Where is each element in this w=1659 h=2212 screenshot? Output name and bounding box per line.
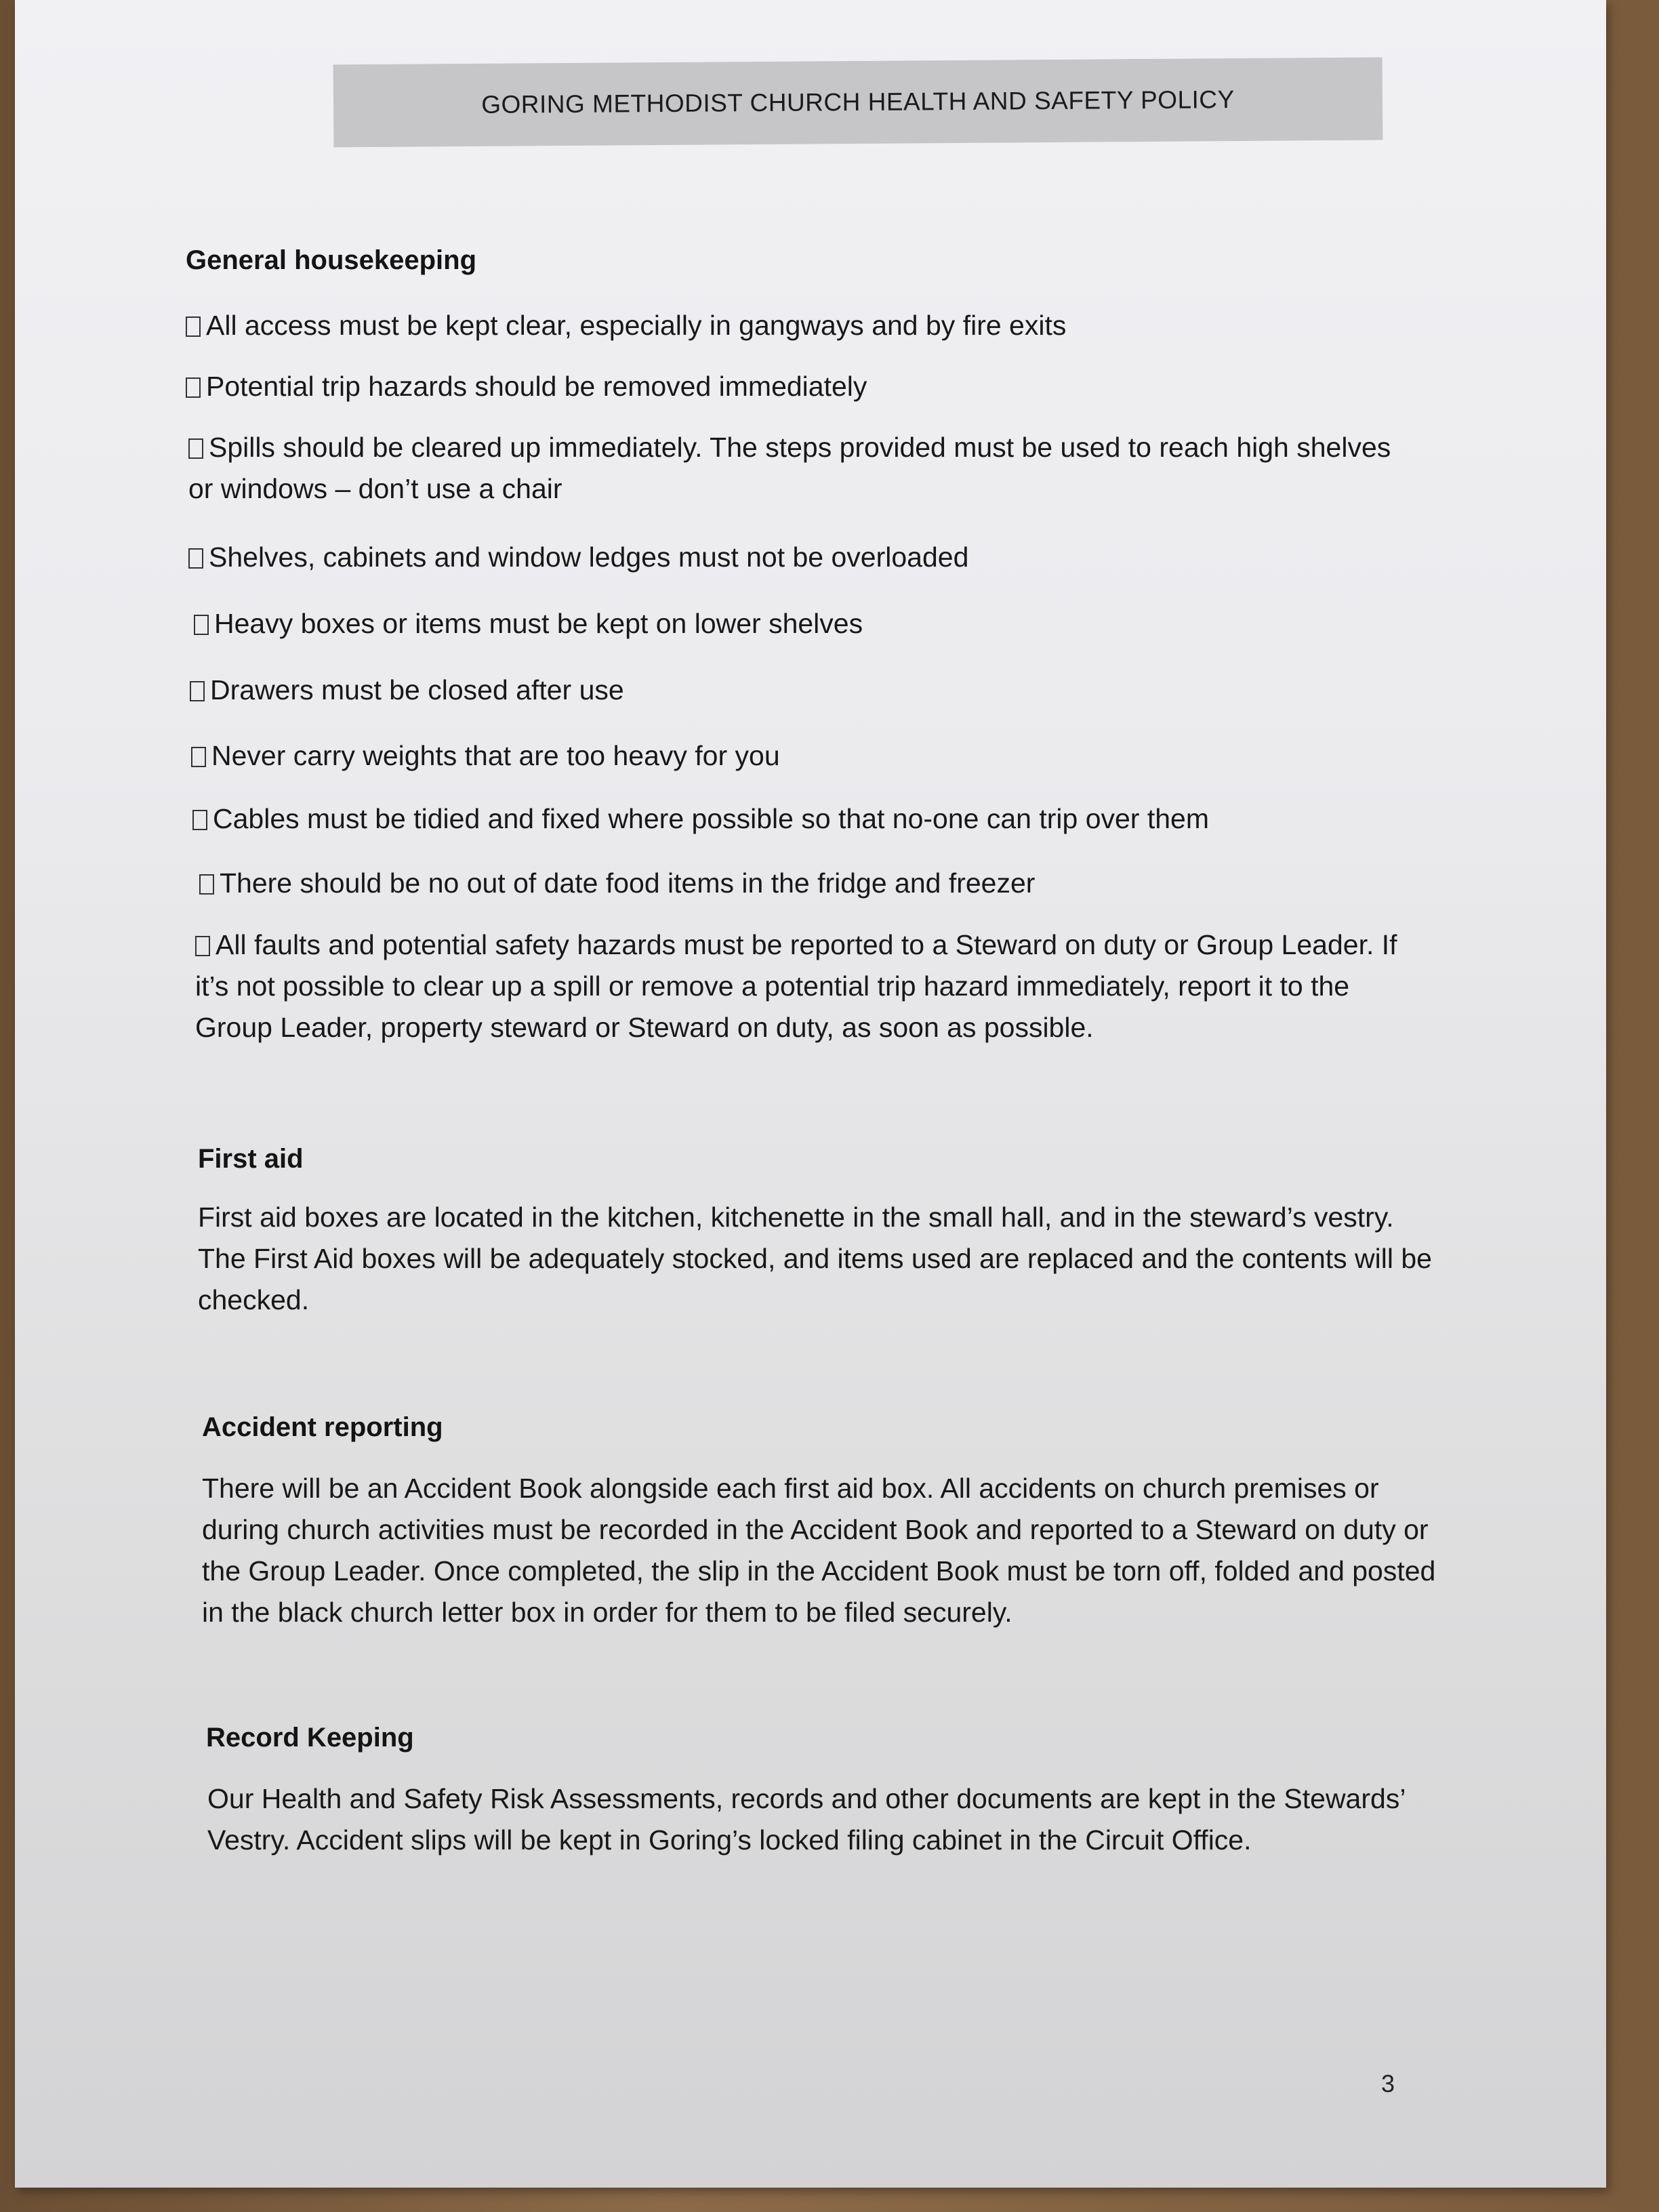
heading-accident-reporting: Accident reporting	[202, 1412, 443, 1442]
first-aid-paragraph: First aid boxes are located in the kitchen, kitchenette in the small hall, and in the steward’s vestry. The First Aid boxes will be adequately stocked, and items used are replaced and the contents will be checked.	[198, 1202, 1432, 1315]
heading-general-housekeeping: General housekeeping	[186, 245, 477, 275]
list-item: Potential trip hazards should be removed immediately	[186, 366, 1399, 407]
document-page	[15, 0, 1606, 2188]
header-band	[333, 58, 1383, 148]
list-item: All access must be kept clear, especially in gangways and by fire exits	[186, 305, 1399, 346]
checkbox-icon	[194, 615, 209, 635]
checkbox-icon	[186, 316, 201, 337]
list-item: Spills should be cleared up immediately. The steps provided must be used to reach high shelves or windows – don’t use a chair	[188, 432, 1391, 504]
checkbox-icon	[188, 548, 203, 569]
checkbox-icon	[199, 874, 214, 895]
record-keeping-paragraph: Our Health and Safety Risk Assessments, records and other documents are kept in the Stewards’ Vestry. Accident slips will be kept in Goring’s locked filing cabinet in the Circuit Office.	[207, 1783, 1405, 1856]
list-item: Shelves, cabinets and window ledges must not be overloaded	[188, 537, 1401, 578]
list-item: There should be no out of date food items in the fridge and freezer	[199, 863, 1412, 904]
list-item: Drawers must be closed after use	[190, 670, 1403, 711]
checkbox-icon	[192, 810, 207, 830]
page-number: 3	[1381, 2070, 1395, 2097]
checkbox-icon	[191, 747, 206, 767]
accident-reporting-paragraph: There will be an Accident Book alongside each first aid box. All accidents on church premises or during church activities must be recorded in the Accident Book and reported to a Steward on duty or the Group Leader. Once completed, the slip in the Accident Book must be torn off, folded and posted in the black church letter box in order for them to be filed securely.	[202, 1473, 1436, 1628]
list-item: Cables must be tidied and fixed where possible so that no-one can trip over them	[192, 798, 1406, 840]
list-item: All faults and potential safety hazards must be reported to a Steward on duty or Group Leader. If it’s not possible to clear up a spill or remove a potential trip hazard immediately, report it to the Group Leader, property steward or Steward on duty, as soon as possible.	[195, 929, 1397, 1043]
heading-record-keeping: Record Keeping	[206, 1723, 414, 1753]
checkbox-icon	[195, 936, 210, 956]
list-item: Never carry weights that are too heavy for you	[191, 735, 1404, 777]
document-title: GORING METHODIST CHURCH HEALTH AND SAFETY POLICY	[481, 85, 1235, 119]
heading-first-aid: First aid	[198, 1144, 304, 1174]
checkbox-icon	[188, 438, 203, 459]
list-item: Heavy boxes or items must be kept on lower shelves	[194, 603, 1407, 644]
checkbox-icon	[190, 681, 205, 701]
checkbox-icon	[186, 377, 201, 398]
